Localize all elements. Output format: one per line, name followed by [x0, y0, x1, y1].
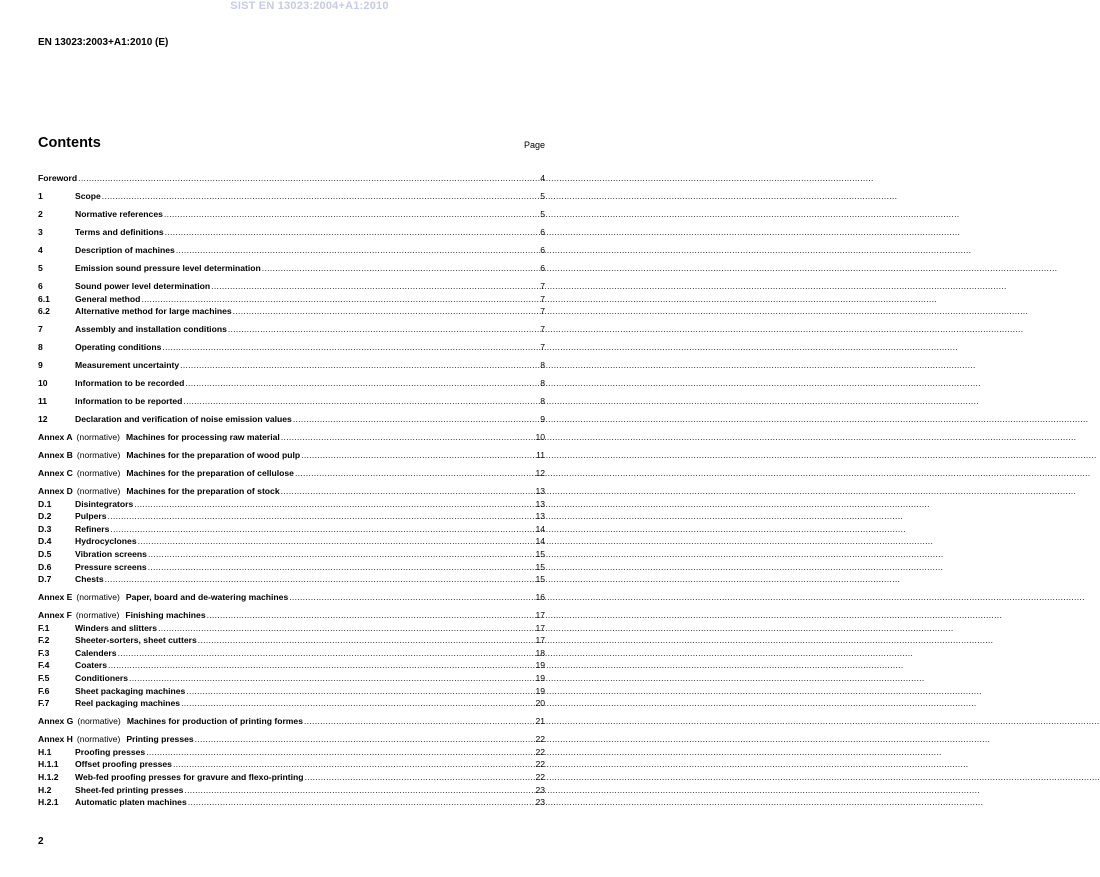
- toc-entry[interactable]: [38, 697, 545, 710]
- toc-entry-title: Reel packaging machines: [75, 698, 181, 709]
- dot-leader: [262, 262, 539, 275]
- toc-entry-number: D.4: [38, 536, 52, 547]
- toc-entry-number: 11: [38, 396, 48, 407]
- toc-entry[interactable]: [38, 548, 545, 561]
- toc-entry-number: D.7: [38, 574, 52, 585]
- toc-entry-page: 22: [535, 771, 545, 782]
- toc-entry-page: 8: [540, 378, 545, 389]
- annex-id: Annex B: [38, 449, 73, 460]
- toc-entry-page: 23: [535, 797, 545, 808]
- annex-label: [38, 591, 126, 604]
- toc-entry-number: H.2: [38, 784, 52, 795]
- toc-entry-title: Assembly and installation conditions: [75, 324, 227, 335]
- dot-leader: [228, 323, 539, 336]
- toc-entry-number: 12: [38, 414, 48, 424]
- toc-entry[interactable]: [38, 647, 545, 660]
- toc-entry-title: Information to be reported: [75, 396, 183, 407]
- toc-entry-title: Sound power level determination: [75, 280, 211, 291]
- toc-entry-title: Machines for the preparation of stock: [126, 485, 280, 496]
- toc-entry-number: D.1: [38, 498, 52, 509]
- dot-leader: [146, 746, 534, 759]
- toc-entry-number: 5: [38, 262, 43, 273]
- toc-entry-page: 5: [540, 208, 545, 219]
- annex-id: Annex C: [38, 467, 73, 478]
- toc-entry-page: 6: [540, 244, 545, 255]
- toc-entry-number: 6: [38, 280, 43, 291]
- toc-entry-page: 7: [540, 280, 545, 291]
- toc-entry[interactable]: [38, 413, 545, 426]
- toc-entry-title: Sheet-fed printing presses: [75, 784, 184, 795]
- toc-entry[interactable]: [38, 672, 545, 685]
- toc-entry[interactable]: [38, 796, 545, 809]
- annex-id: Annex F: [38, 610, 72, 621]
- toc-entry-page: 9: [540, 414, 545, 424]
- toc-entry[interactable]: [38, 341, 545, 354]
- toc-entry-page: 17: [535, 622, 545, 633]
- toc-entry[interactable]: [38, 758, 545, 771]
- toc-entry-number: F.4: [38, 660, 50, 671]
- toc-entry-number: D.3: [38, 523, 52, 534]
- toc-entry[interactable]: [38, 634, 545, 647]
- toc-entry-title: Machines for the preparation of cellulose: [126, 467, 294, 478]
- toc-entry-page: 18: [535, 647, 545, 658]
- toc-entry-title: Refiners: [75, 523, 110, 534]
- toc-entry-page: 7: [540, 324, 545, 335]
- toc-entry[interactable]: [38, 498, 545, 511]
- toc-entry[interactable]: [38, 293, 545, 306]
- toc-entry[interactable]: [38, 685, 545, 698]
- toc-entry-title: Information to be recorded: [75, 378, 185, 389]
- toc-annex-entry[interactable]: [38, 449, 545, 462]
- toc-entry[interactable]: [38, 523, 545, 536]
- annex-label: [38, 467, 126, 480]
- toc-entry[interactable]: [38, 305, 545, 318]
- annex-id: Annex E: [38, 592, 73, 603]
- toc-entry-title: Operating conditions: [75, 342, 162, 353]
- toc-entry[interactable]: [38, 746, 545, 759]
- annex-qualifier: (normative): [76, 467, 121, 478]
- toc-entry-number: 10: [38, 378, 48, 389]
- toc-entry-title: Sheet packaging machines: [75, 685, 186, 696]
- toc-entry-page: 22: [535, 734, 545, 745]
- toc-entry-page: 12: [535, 467, 545, 478]
- toc-entry-title: Machines for processing raw material: [126, 431, 280, 442]
- dot-leader: [184, 784, 534, 797]
- annex-id: Annex H: [38, 734, 73, 745]
- toc-entry-page: 13: [535, 498, 545, 509]
- dot-leader: [102, 190, 539, 203]
- toc-entry-page: 15: [535, 574, 545, 585]
- toc-entry-number: F.2: [38, 635, 50, 646]
- toc-entry-title: Sheeter-sorters, sheet cutters: [75, 635, 197, 646]
- dot-leader: [134, 498, 534, 511]
- annex-qualifier: (normative): [76, 485, 121, 496]
- toc-entry-title: General method: [75, 293, 141, 304]
- toc-entry-title: Scope: [75, 190, 101, 201]
- toc-entry-title: Vibration screens: [75, 548, 147, 559]
- dot-leader: [158, 622, 534, 635]
- dot-leader: [183, 395, 539, 408]
- dot-leader: [108, 510, 535, 523]
- toc-entry-number: F.3: [38, 647, 50, 658]
- toc-entry[interactable]: [38, 535, 545, 548]
- annex-label: [38, 733, 126, 746]
- dot-leader: [105, 573, 535, 586]
- toc-entry-number: D.2: [38, 511, 52, 522]
- toc-entry-page: 14: [535, 523, 545, 534]
- dot-leader: [185, 377, 539, 390]
- toc-entry-number: 8: [38, 342, 43, 353]
- toc-entry-number: F.6: [38, 685, 50, 696]
- toc-annex-entry[interactable]: [38, 715, 545, 728]
- annex-qualifier: (normative): [76, 592, 120, 603]
- toc-entry[interactable]: [38, 172, 545, 185]
- toc-entry-number: 1: [38, 190, 43, 201]
- dot-leader: [188, 796, 535, 809]
- toc-entry-title: Coaters: [75, 660, 107, 671]
- toc-entry-title: Calenders: [75, 647, 117, 658]
- toc-entry[interactable]: [38, 323, 545, 336]
- annex-qualifier: (normative): [76, 734, 121, 745]
- toc-entry[interactable]: [38, 190, 545, 203]
- toc-entry-page: 19: [535, 660, 545, 671]
- annex-label: [38, 485, 126, 498]
- toc-entry-page: 17: [535, 635, 545, 646]
- toc-annex-entry[interactable]: [38, 467, 545, 480]
- toc-entry-title: Description of machines: [75, 244, 175, 255]
- toc-entry-number: H.2.1: [38, 797, 59, 808]
- toc-entry-title: Web-fed proofing presses for gravure and flexo-printing: [75, 771, 304, 782]
- annex-label: [38, 431, 126, 444]
- toc-annex-entry[interactable]: [38, 733, 545, 746]
- toc-entry[interactable]: [38, 208, 545, 221]
- toc-entry[interactable]: [38, 395, 545, 408]
- dot-leader: [129, 672, 534, 685]
- table-of-contents: [38, 172, 545, 809]
- toc-entry-page: 21: [535, 716, 545, 727]
- dot-leader: [108, 659, 534, 672]
- toc-entry-page: 16: [535, 592, 545, 603]
- dot-leader: [198, 634, 535, 647]
- toc-entry-number: D.6: [38, 561, 52, 572]
- toc-entry-page: 8: [540, 396, 545, 407]
- toc-entry-page: 7: [540, 293, 545, 304]
- toc-entry-page: 10: [535, 431, 545, 442]
- toc-entry-title: Pulpers: [75, 511, 107, 522]
- annex-label: [38, 715, 127, 728]
- toc-entry-number: 6.2: [38, 306, 50, 317]
- toc-entry-page: 17: [535, 610, 545, 621]
- toc-annex-entry[interactable]: [38, 609, 545, 622]
- toc-annex-entry[interactable]: [38, 485, 545, 498]
- toc-entry-title: Machines for the preparation of wood pulp: [126, 449, 301, 460]
- toc-entry-number: F.1: [38, 622, 50, 633]
- toc-entry-number: H.1.1: [38, 759, 59, 770]
- dot-leader: [78, 172, 539, 185]
- toc-entry-title: Alternative method for large machines: [75, 306, 232, 317]
- dot-leader: [186, 685, 534, 698]
- toc-entry-title: Paper, board and de-watering machines: [125, 592, 289, 603]
- watermark: SIST EN 13023:2004+A1:2010: [230, 0, 389, 12]
- dot-leader: [141, 293, 539, 306]
- toc-entry-page: 5: [540, 190, 545, 201]
- toc-entry-page: 6: [540, 226, 545, 237]
- dot-leader: [148, 548, 534, 561]
- dot-leader: [180, 359, 539, 372]
- toc-entry-page: 13: [535, 485, 545, 496]
- annex-qualifier: (normative): [76, 449, 121, 460]
- toc-entry-page: 8: [540, 360, 545, 371]
- toc-entry[interactable]: [38, 561, 545, 574]
- toc-entry-page: 14: [535, 536, 545, 547]
- toc-entry-page: 13: [535, 511, 545, 522]
- dot-leader: [281, 485, 535, 498]
- dot-leader: [295, 467, 534, 480]
- toc-entry-title: Declaration and verification of noise emission values: [75, 414, 292, 424]
- toc-entry-page: 11: [536, 449, 545, 460]
- toc-entry-number: 6.1: [38, 293, 50, 304]
- toc-entry[interactable]: [38, 659, 545, 672]
- toc-entry-title: Disintegrators: [75, 498, 134, 509]
- toc-entry-title: Normative references: [75, 208, 163, 219]
- toc-entry-title: Winders and slitters: [75, 622, 158, 633]
- dot-leader: [207, 609, 535, 622]
- toc-entry[interactable]: [38, 359, 545, 372]
- toc-entry-number: F.5: [38, 673, 50, 684]
- toc-entry-page: 19: [535, 673, 545, 684]
- document-reference: EN 13023:2003+A1:2010 (E): [38, 37, 169, 48]
- toc-entry-page: 7: [540, 306, 545, 317]
- toc-entry[interactable]: [38, 784, 545, 797]
- annex-id: Annex G: [38, 716, 74, 727]
- dot-leader: [293, 413, 539, 426]
- toc-entry-number: 7: [38, 324, 43, 335]
- toc-entry[interactable]: [38, 244, 545, 257]
- toc-entry-title: Finishing machines: [125, 610, 206, 621]
- dot-leader: [289, 591, 534, 604]
- dot-leader: [173, 758, 535, 771]
- toc-entry-number: 3: [38, 226, 43, 237]
- toc-entry-number: H.1.2: [38, 771, 59, 782]
- toc-entry-title: Hydrocyclones: [75, 536, 137, 547]
- toc-entry-number: 2: [38, 208, 43, 219]
- dot-leader: [110, 523, 534, 536]
- toc-entry-page: 22: [535, 746, 545, 757]
- toc-entry-page: 7: [540, 342, 545, 353]
- dot-leader: [118, 647, 535, 660]
- toc-entry-page: 4: [540, 173, 545, 183]
- annex-id: Annex D: [38, 485, 73, 496]
- annex-qualifier: (normative): [77, 716, 121, 727]
- dot-leader: [211, 280, 539, 293]
- toc-entry-number: H.1: [38, 746, 52, 757]
- toc-entry[interactable]: [38, 510, 545, 523]
- annex-label: [38, 449, 126, 462]
- toc-entry[interactable]: [38, 771, 545, 784]
- annex-qualifier: (normative): [76, 431, 121, 442]
- toc-entry-title: Automatic platen machines: [75, 797, 187, 808]
- dot-leader: [301, 449, 535, 462]
- annex-qualifier: (normative): [75, 610, 120, 621]
- toc-entry[interactable]: [38, 622, 545, 635]
- toc-entry[interactable]: [38, 377, 545, 390]
- toc-entry[interactable]: [38, 262, 545, 275]
- toc-entry-page: 19: [535, 685, 545, 696]
- toc-entry[interactable]: [38, 573, 545, 586]
- annex-id: Annex A: [38, 431, 73, 442]
- toc-entry-page: 23: [535, 784, 545, 795]
- dot-leader: [165, 226, 540, 239]
- toc-entry-title: Measurement uncertainty: [75, 360, 180, 371]
- toc-entry[interactable]: [38, 280, 545, 293]
- dot-leader: [176, 244, 539, 257]
- toc-entry-title: Terms and definitions: [75, 226, 164, 237]
- toc-entry-page: 22: [535, 759, 545, 770]
- toc-entry-title: Offset proofing presses: [75, 759, 172, 770]
- toc-entry-page: 6: [540, 262, 545, 273]
- toc-entry-number: 9: [38, 360, 43, 371]
- toc-entry-number: F.7: [38, 698, 50, 709]
- dot-leader: [281, 431, 535, 444]
- dot-leader: [162, 341, 539, 354]
- contents-heading: Contents: [38, 135, 101, 151]
- toc-entry-title: Pressure screens: [75, 561, 147, 572]
- toc-entry[interactable]: [38, 226, 545, 239]
- dot-leader: [233, 305, 540, 318]
- dot-leader: [164, 208, 539, 221]
- toc-entry-title: Printing presses: [126, 734, 194, 745]
- page-column-label: Page: [523, 140, 545, 150]
- toc-entry-title: Chests: [75, 574, 104, 585]
- dot-leader: [304, 715, 534, 728]
- toc-entry-title: Conditioners: [75, 673, 128, 684]
- toc-entry-number: 4: [38, 244, 43, 255]
- toc-entry-page: 15: [535, 561, 545, 572]
- dot-leader: [181, 697, 534, 710]
- toc-annex-entry[interactable]: [38, 431, 545, 444]
- toc-entry-page: 15: [535, 548, 545, 559]
- dot-leader: [148, 561, 535, 574]
- toc-entry-title: Machines for production of printing formes: [126, 716, 303, 727]
- toc-entry-title: Proofing presses: [75, 746, 146, 757]
- toc-annex-entry[interactable]: [38, 591, 545, 604]
- footer-page-number: 2: [38, 836, 44, 847]
- annex-label: [38, 609, 125, 622]
- dot-leader: [138, 535, 535, 548]
- dot-leader: [305, 771, 535, 784]
- dot-leader: [195, 733, 535, 746]
- toc-entry-title: Foreword: [38, 173, 78, 183]
- toc-entry-page: 20: [535, 698, 545, 709]
- toc-entry-title: Emission sound pressure level determination: [75, 262, 261, 273]
- toc-entry-number: D.5: [38, 548, 52, 559]
